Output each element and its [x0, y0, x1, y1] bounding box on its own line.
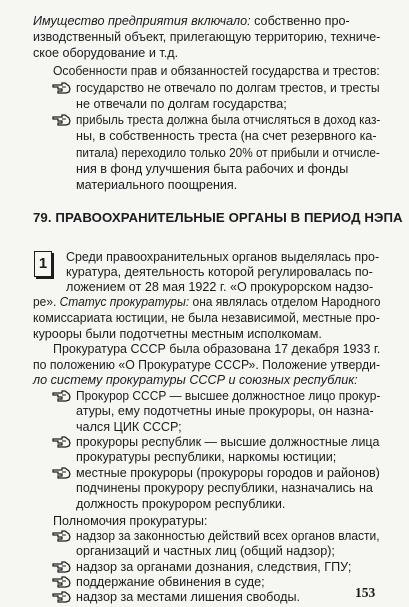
text-line — [66, 265, 373, 279]
text-run: ское оборудование и т.д. — [33, 46, 179, 60]
text-run: надзор за органами дознания, следствия, ГПУ; — [76, 560, 352, 574]
text-line — [53, 64, 380, 78]
text-run: поддержание обвинения в суде; — [76, 575, 265, 589]
text-run: Среди правоохранительных органов выделялась про- — [66, 250, 380, 264]
pointing-hand-icon — [52, 82, 71, 98]
pointing-hand-icon — [52, 114, 71, 130]
text-line — [76, 389, 380, 403]
italic-text: ло систему прокуратуры СССР и союзных республик: — [33, 373, 358, 387]
text-line — [33, 358, 380, 372]
italic-text: Статус прокуратуры: — [59, 295, 190, 309]
text-run: государство не отвечало по долгам трестов, и тресты — [76, 81, 380, 95]
text-run: местные прокуроры (прокуроры городов и районов) — [76, 466, 380, 480]
pointing-hand-icon — [52, 576, 71, 592]
text-line — [33, 327, 322, 341]
text-run: организаций и частных лиц (общий надзор); — [76, 544, 335, 558]
text-line — [76, 129, 377, 143]
text-run: ре». — [33, 295, 60, 309]
text-line — [76, 146, 380, 160]
text-run: прибыль треста должна была отчисляться в доход каз- — [76, 113, 381, 127]
text-line — [33, 30, 380, 44]
pointing-hand-icon — [52, 467, 71, 483]
text-line — [33, 14, 350, 28]
text-line — [76, 590, 300, 604]
text-run: она являлась отделом Народного — [189, 295, 381, 309]
text-run: прокуратуры республики, наркомы юстиции; — [76, 450, 337, 464]
text-line — [76, 435, 379, 449]
text-run: питала) переходило только 20% от прибыли и отчисле- — [76, 146, 380, 160]
pointing-hand-icon — [52, 591, 71, 607]
text-run: комиссариата юстиции, не была независимой, местные про- — [33, 311, 380, 325]
page-number: 153 — [355, 585, 376, 600]
text-line — [76, 450, 336, 464]
text-run: атуры, ему подотчетны иные прокуроры, он назна- — [76, 404, 374, 418]
text-run: Прокурор СССР — высшее должностное лицо прокур- — [76, 389, 381, 403]
text-line — [76, 404, 374, 418]
number-badge: 1 — [34, 251, 52, 277]
text-line — [33, 46, 178, 60]
text-line — [53, 342, 380, 356]
section-heading: 79. ПРАВООХРАНИТЕЛЬНЫЕ ОРГАНЫ В ПЕРИОД НЭПА — [33, 210, 403, 225]
text-line — [76, 466, 380, 480]
text-line — [53, 514, 207, 528]
text-run: материального поощрения. — [76, 178, 238, 192]
text-line — [76, 420, 182, 434]
text-line — [76, 178, 237, 192]
text-run: чался ЦИК СССР; — [76, 420, 182, 434]
text-run: должность прокурором республики. — [76, 497, 286, 511]
text-line — [76, 162, 348, 176]
text-run: Прокуратура СССР была образована 17 декабря 1933 г. — [53, 342, 381, 356]
text-line — [76, 575, 265, 589]
text-line — [76, 97, 287, 111]
text-run: надзор за местами лишения свободы. — [76, 590, 300, 604]
text-run: ния в фонд улучшения быта рабочих и фонды — [76, 162, 349, 176]
text-run: прокуроры республик — высшие должностные лица — [76, 435, 380, 449]
text-run: ны, в собственность треста (на счет резервного ка- — [76, 129, 377, 143]
text-run: не отвечали по долгам государства; — [76, 97, 287, 111]
text-line — [33, 295, 381, 309]
italic-text: Имущество предприятия включало: — [33, 14, 251, 28]
text-line — [76, 529, 380, 543]
text-run: по положению «О Прокуратуре СССР». Положение утверди- — [33, 358, 381, 372]
text-run: изводственный объект, прилегающую территорию, техниче- — [33, 30, 381, 44]
text-line — [33, 311, 380, 325]
pointing-hand-icon — [52, 561, 71, 577]
text-run: курооры были подотчетны местным исполкомам. — [33, 327, 322, 341]
pointing-hand-icon — [52, 436, 71, 452]
text-run: надзор за законностью действий всех органов власти, — [76, 529, 380, 543]
text-line — [76, 544, 335, 558]
text-line — [76, 481, 373, 495]
text-run: куратура, деятельность которой регулировалась по- — [66, 265, 373, 279]
pointing-hand-icon — [52, 530, 71, 546]
text-run: Особенности прав и обязанностей государства и трестов: — [53, 64, 380, 78]
pointing-hand-icon — [52, 390, 71, 406]
text-line — [66, 280, 373, 294]
text-line — [33, 373, 358, 387]
text-run: собственно про- — [250, 14, 350, 28]
text-line — [76, 113, 380, 127]
text-run: ложением от 28 мая 1922 г. «О прокурорском надзо- — [66, 280, 374, 294]
text-line — [76, 497, 285, 511]
text-line — [76, 560, 351, 574]
text-run: подчинены прокурору республики, назначались на — [76, 481, 373, 495]
text-line — [76, 81, 380, 95]
text-line — [66, 250, 379, 264]
text-run: Полномочия прокуратуры: — [53, 514, 208, 528]
